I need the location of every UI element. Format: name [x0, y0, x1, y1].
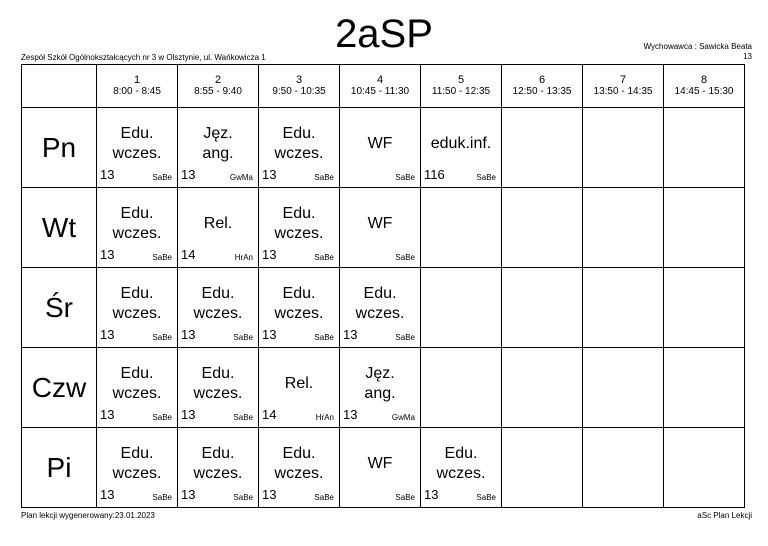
period-time: 13:50 - 14:35 [593, 86, 653, 97]
lesson-teacher: SaBe [233, 493, 253, 502]
day-label: Wt [22, 188, 97, 268]
lesson-room: 13 [343, 407, 358, 422]
day-row [22, 348, 745, 428]
lesson-cell [259, 268, 340, 348]
day-label: Czw [22, 348, 97, 428]
page-title: 2aSP [335, 12, 433, 56]
corner-cell [22, 65, 97, 108]
empty-cell [421, 188, 502, 268]
generated-date: Plan lekcji wygenerowany:23.01.2023 [21, 511, 155, 520]
lesson-room: 13 [262, 167, 277, 182]
lesson-subject: Edu. wczes. [193, 445, 243, 482]
lesson-subject: Jęz. ang. [202, 125, 234, 162]
lesson-room: 116 [424, 167, 445, 182]
period-number: 2 [214, 74, 222, 86]
period-time: 12:50 - 13:35 [512, 86, 572, 97]
lesson-cell [178, 108, 259, 188]
period-header [259, 65, 340, 108]
lesson-subject: WF [367, 215, 393, 232]
period-header [502, 65, 583, 108]
lesson-subject: Edu. wczes. [112, 445, 162, 482]
lesson-subject: Rel. [284, 375, 314, 392]
lesson-room: 13 [100, 327, 115, 342]
lesson-subject: Edu. wczes. [355, 285, 405, 322]
empty-cell [664, 188, 745, 268]
lesson-teacher: SaBe [314, 173, 334, 182]
lesson-room: 13 [262, 247, 277, 262]
empty-cell [502, 268, 583, 348]
software-credit: aSc Plan Lekcji [697, 511, 752, 520]
lesson-cell [340, 188, 421, 268]
period-header [178, 65, 259, 108]
lesson-subject: Edu. wczes. [112, 285, 162, 322]
lesson-teacher: SaBe [395, 253, 415, 262]
lesson-cell [178, 348, 259, 428]
lesson-teacher: GwMa [229, 173, 253, 182]
period-number: 8 [700, 74, 708, 86]
lesson-cell [259, 428, 340, 508]
lesson-cell [259, 348, 340, 428]
lesson-teacher: HrAn [234, 253, 253, 262]
lesson-room: 13 [262, 327, 277, 342]
lesson-teacher: SaBe [152, 413, 172, 422]
lesson-cell [259, 188, 340, 268]
lesson-cell [421, 108, 502, 188]
lesson-subject: Edu. wczes. [274, 285, 324, 322]
lesson-subject: Edu. wczes. [436, 445, 486, 482]
lesson-subject: Rel. [203, 215, 233, 232]
lesson-teacher: GwMa [391, 413, 415, 422]
lesson-teacher: HrAn [315, 413, 334, 422]
lesson-subject: Edu. wczes. [274, 205, 324, 242]
lesson-teacher: SaBe [233, 333, 253, 342]
teacher-name: Wychowawca : Sawicka Beata [643, 42, 752, 51]
lesson-cell [97, 108, 178, 188]
lesson-room: 13 [100, 487, 115, 502]
empty-cell [502, 188, 583, 268]
empty-cell [583, 348, 664, 428]
period-header [97, 65, 178, 108]
lesson-room: 14 [181, 247, 196, 262]
period-header [340, 65, 421, 108]
teacher-room: 13 [743, 52, 752, 61]
lesson-cell [340, 428, 421, 508]
day-row [22, 188, 745, 268]
school-name: Zespół Szkół Ogólnokształcących nr 3 w Olsztynie, ul. Wańkowicza 1 [21, 53, 266, 62]
lesson-cell [421, 428, 502, 508]
lesson-teacher: SaBe [152, 253, 172, 262]
lesson-teacher: SaBe [395, 333, 415, 342]
lesson-cell [97, 428, 178, 508]
lesson-room: 13 [262, 487, 277, 502]
period-header [664, 65, 745, 108]
period-header-row [22, 65, 745, 108]
period-time: 14:45 - 15:30 [674, 86, 734, 97]
lesson-cell [340, 268, 421, 348]
empty-cell [583, 268, 664, 348]
empty-cell [502, 348, 583, 428]
lesson-room: 13 [181, 327, 196, 342]
lesson-teacher: SaBe [233, 413, 253, 422]
empty-cell [421, 348, 502, 428]
lesson-teacher: SaBe [314, 333, 334, 342]
lesson-teacher: SaBe [314, 493, 334, 502]
lesson-teacher: SaBe [152, 333, 172, 342]
lesson-subject: eduk.inf. [430, 135, 492, 152]
lesson-subject: WF [367, 135, 393, 152]
day-label: Pn [22, 108, 97, 188]
period-time: 10:45 - 11:30 [350, 86, 410, 97]
period-time: 8:55 - 9:40 [194, 86, 242, 97]
lesson-teacher: SaBe [476, 173, 496, 182]
lesson-room: 13 [424, 487, 439, 502]
empty-cell [664, 428, 745, 508]
lesson-subject: Edu. wczes. [112, 365, 162, 402]
lesson-cell [178, 188, 259, 268]
lesson-cell [340, 348, 421, 428]
lesson-cell [178, 268, 259, 348]
lesson-teacher: SaBe [152, 493, 172, 502]
lesson-cell [97, 188, 178, 268]
empty-cell [583, 428, 664, 508]
lesson-subject: Edu. wczes. [274, 445, 324, 482]
lesson-subject: Edu. wczes. [193, 365, 243, 402]
period-number: 5 [457, 74, 465, 86]
lesson-room: 13 [181, 407, 196, 422]
period-time: 11:50 - 12:35 [431, 86, 491, 97]
empty-cell [421, 268, 502, 348]
period-number: 6 [538, 74, 546, 86]
lesson-room: 13 [343, 327, 358, 342]
day-row [22, 268, 745, 348]
lesson-cell [340, 108, 421, 188]
lesson-subject: Edu. wczes. [193, 285, 243, 322]
lesson-teacher: SaBe [395, 493, 415, 502]
lesson-subject: Edu. wczes. [112, 125, 162, 162]
lesson-teacher: SaBe [314, 253, 334, 262]
lesson-cell [178, 428, 259, 508]
period-number: 4 [376, 74, 384, 86]
lesson-subject: WF [367, 455, 393, 472]
lesson-cell [97, 348, 178, 428]
day-row [22, 428, 745, 508]
empty-cell [502, 428, 583, 508]
period-header [583, 65, 664, 108]
lesson-subject: Jęz. ang. [364, 365, 396, 402]
lesson-room: 13 [181, 167, 196, 182]
lesson-teacher: SaBe [395, 173, 415, 182]
period-time: 8:00 - 8:45 [113, 86, 161, 97]
day-row [22, 108, 745, 188]
empty-cell [583, 188, 664, 268]
lesson-cell [97, 268, 178, 348]
empty-cell [502, 108, 583, 188]
empty-cell [583, 108, 664, 188]
lesson-room: 13 [100, 407, 115, 422]
class-teacher [644, 42, 752, 62]
lesson-room: 13 [100, 247, 115, 262]
empty-cell [664, 268, 745, 348]
lesson-room: 14 [262, 407, 277, 422]
day-label: Śr [22, 268, 97, 348]
period-header [421, 65, 502, 108]
day-label: Pi [22, 428, 97, 508]
lesson-subject: Edu. wczes. [112, 205, 162, 242]
lesson-cell [259, 108, 340, 188]
empty-cell [664, 108, 745, 188]
lesson-subject: Edu. wczes. [274, 125, 324, 162]
period-number: 7 [619, 74, 627, 86]
lesson-teacher: SaBe [476, 493, 496, 502]
period-number: 1 [133, 74, 141, 86]
period-number: 3 [295, 74, 303, 86]
empty-cell [664, 348, 745, 428]
lesson-room: 13 [100, 167, 115, 182]
lesson-teacher: SaBe [152, 173, 172, 182]
timetable [21, 64, 745, 508]
period-time: 9:50 - 10:35 [272, 86, 326, 97]
lesson-room: 13 [181, 487, 196, 502]
